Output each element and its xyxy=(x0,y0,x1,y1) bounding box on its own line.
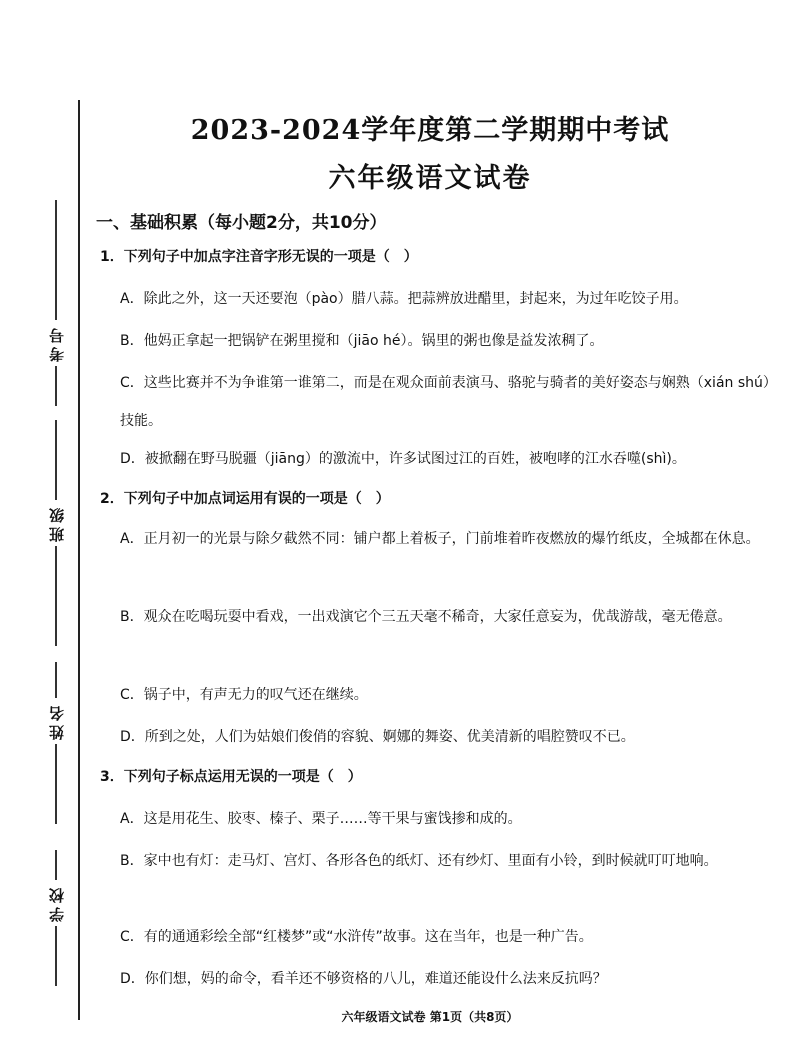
question-3-option-c[interactable]: C．有的通通彩绘全部“红楼梦”或“水浒传”故事。这在当年，也是一种广告。 xyxy=(120,929,593,945)
exam-no-label: 考号 xyxy=(47,324,66,362)
binding-line xyxy=(78,100,80,1020)
question-2-option-c[interactable]: C．锅子中，有声无力的叹气还在继续。 xyxy=(120,687,368,703)
question-2-stem: 2．下列句子中加点词运用有误的一项是（ ） xyxy=(100,491,390,507)
question-1-option-b[interactable]: B．他妈正拿起一把锅铲在粥里搅和（jiāo hé）。锅里的粥也像是益发浓稠了。 xyxy=(120,333,604,349)
question-2-option-a[interactable]: A．正月初一的光景与除夕截然不同：铺户都上着板子，门前堆着昨夜燃放的爆竹纸皮，全城都在休息。 xyxy=(120,531,760,547)
question-1-option-d[interactable]: D．被掀翻在野马脱疆（jiāng）的激流中，许多试图过江的百姓，被咆哮的江水吞噬(shì)。 xyxy=(120,451,686,467)
question-1-option-c[interactable]: C．这些比赛并不为争谁第一谁第二，而是在观众面前表演马、骆驼与骑者的美好姿态与娴熟（xián shú）技能。 xyxy=(120,375,770,429)
exam-subtitle: 六年级语文试卷 xyxy=(328,163,532,194)
question-3-option-b[interactable]: B．家中也有灯：走马灯、宫灯、各形各色的纸灯、还有纱灯、里面有小铃，到时候就叮叮地响。 xyxy=(120,853,718,869)
section-heading: 一、基础积累（每小题2分，共10分） xyxy=(96,213,387,233)
name-field[interactable] xyxy=(44,662,68,832)
school-field[interactable] xyxy=(44,850,68,1020)
question-2-option-d[interactable]: D．所到之处，人们为姑娘们俊俏的容貌、婀娜的舞姿、优美清新的唱腔赞叹不已。 xyxy=(120,729,635,745)
question-2-option-b[interactable]: B．观众在吃喝玩耍中看戏，一出戏演它个三五天毫不稀奇，大家任意妄为，优哉游哉，毫无倦意。 xyxy=(120,609,732,625)
class-field[interactable] xyxy=(44,420,68,660)
question-3-option-d[interactable]: D．你们想，妈的命令，看羊还不够资格的八儿，难道还能设什么法来反抗吗？ xyxy=(120,971,607,987)
name-label: 姓名 xyxy=(47,702,66,740)
question-3-stem: 3．下列句子标点运用无误的一项是（ ） xyxy=(100,769,362,785)
question-1-stem: 1．下列句子中加点字注音字形无误的一项是（ ） xyxy=(100,249,418,265)
exam-title: 2023-2024学年度第二学期期中考试 xyxy=(190,115,670,146)
exam-no-field[interactable] xyxy=(44,200,68,410)
school-label: 学校 xyxy=(47,884,66,922)
class-label: 班级 xyxy=(47,504,66,542)
question-3-option-a[interactable]: A．这是用花生、胶枣、榛子、栗子……等干果与蜜饯掺和成的。 xyxy=(120,811,522,827)
page-footer: 六年级语文试卷 第1页（共8页） xyxy=(341,1010,519,1024)
question-1-option-a[interactable]: A．除此之外，这一天还要泡（pào）腊八蒜。把蒜辨放进醋里，封起来，为过年吃饺子用。 xyxy=(120,291,688,307)
